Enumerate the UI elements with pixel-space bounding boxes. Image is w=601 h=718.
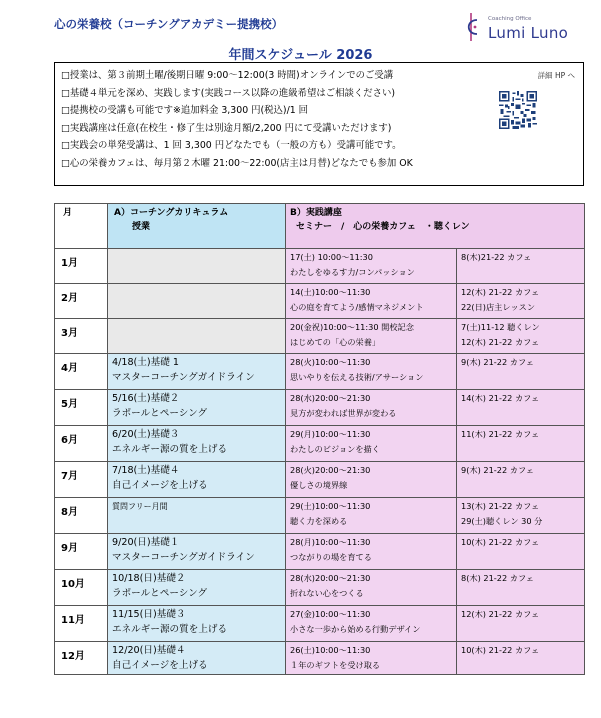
seminar-time: 28(水)20:00～21:30 <box>290 573 371 583</box>
cafe-cell <box>457 426 585 462</box>
table-row <box>55 319 585 354</box>
month-cell: 5月 <box>55 390 108 426</box>
curriculum-line-2: マスターコーチングガイドライン <box>112 372 255 383</box>
month-cell: 12月 <box>55 642 108 675</box>
cafe-cell <box>457 284 585 319</box>
cafe-line-1: 13(木) 21-22 カフェ <box>461 501 540 511</box>
header-month-label: 月 <box>63 208 73 218</box>
logo-mark-icon <box>462 12 480 42</box>
month-cell: 7月 <box>55 462 108 498</box>
table-row <box>55 498 585 534</box>
month-cell: 11月 <box>55 606 108 642</box>
curriculum-line-1: 11/15(日)基礎３ <box>112 609 186 620</box>
cafe-line-1: 7(土)11-12 聴くレン <box>461 322 540 332</box>
cafe-line-1: 9(木) 21-22 カフェ <box>461 465 534 475</box>
table-row <box>55 534 585 570</box>
curriculum-cell <box>108 498 286 534</box>
seminar-time: 28(月)10:00～11:30 <box>290 537 371 547</box>
seminar-cell <box>286 249 457 284</box>
qr-code-icon[interactable] <box>499 91 537 129</box>
notice-item: □提携校の受講も可能です※追加料金 3,300 円(税込)/1 回 <box>61 105 309 117</box>
header-practice-sub: セミナー / 心の栄養カフェ ・聴くレン <box>296 222 470 232</box>
curriculum-cell <box>108 606 286 642</box>
seminar-time: 27(金)10:00～11:30 <box>290 609 371 619</box>
seminar-cell <box>286 390 457 426</box>
seminar-time: 28(火)20:00～21:30 <box>290 465 371 475</box>
table-row <box>55 606 585 642</box>
seminar-cell <box>286 354 457 390</box>
seminar-topic: つながりの場を育てる <box>290 552 372 562</box>
seminar-time: 26(土)10:00～11:30 <box>290 645 371 655</box>
seminar-topic: 心の庭を育てよう/感情マネジメント <box>290 302 424 312</box>
curriculum-line-1: 6/20(土)基礎３ <box>112 429 180 440</box>
month-cell: 8月 <box>55 498 108 534</box>
curriculum-line-1 <box>112 319 285 320</box>
notice-box <box>54 62 584 186</box>
seminar-topic: 小さな一歩から始める行動デザイン <box>290 624 421 634</box>
seminar-time: 14(土)10:00～11:30 <box>290 287 371 297</box>
seminar-cell <box>286 570 457 606</box>
seminar-cell <box>286 462 457 498</box>
cafe-cell <box>457 354 585 390</box>
cafe-line-1: 8(木) 21-22 カフェ <box>461 573 534 583</box>
seminar-topic: わたしをゆるす力/コンパッション <box>290 267 415 277</box>
curriculum-line-2: 自己イメージを上げる <box>112 480 208 491</box>
seminar-topic: 見方が変われば世界が変わる <box>290 408 397 418</box>
cafe-cell <box>457 249 585 284</box>
school-name: 心の栄養校（コーチングアカデミー提携校） <box>54 17 284 31</box>
table-row <box>55 462 585 498</box>
cafe-line-2: 29(土)聴くレン 30 分 <box>461 516 543 526</box>
cafe-cell <box>457 642 585 675</box>
seminar-cell <box>286 498 457 534</box>
curriculum-cell <box>108 534 286 570</box>
curriculum-line-2: ラポールとペーシング <box>112 588 208 599</box>
cafe-cell <box>457 319 585 354</box>
cafe-line-1: 12(木) 21-22 カフェ <box>461 287 540 297</box>
curriculum-line-1: 12/20(日)基礎４ <box>112 645 186 656</box>
seminar-topic: わたしのビジョンを描く <box>290 444 380 454</box>
seminar-time: 28(火)10:00～11:30 <box>290 357 371 367</box>
curriculum-line-1: 質問フリー月間 <box>112 502 168 511</box>
cafe-cell <box>457 534 585 570</box>
header-practice <box>286 204 585 249</box>
notice-item: □授業は、第３前期土曜/後期日曜 9:00～12:00(3 時間)オンラインでのご受講 <box>61 70 394 81</box>
seminar-topic: はじめての「心の栄養」 <box>290 337 381 347</box>
curriculum-line-2: ラポールとペーシング <box>112 408 208 419</box>
detail-hp-link[interactable]: 詳細 HP へ <box>537 71 575 80</box>
curriculum-cell <box>108 319 286 354</box>
seminar-cell <box>286 534 457 570</box>
cafe-line-1: 10(木) 21-22 カフェ <box>461 645 540 655</box>
table-row <box>55 642 585 675</box>
cafe-cell <box>457 606 585 642</box>
curriculum-cell <box>108 642 286 675</box>
month-cell: 3月 <box>55 319 108 354</box>
notice-item: □基礎４単元を深め、実践します(実践コース以降の進級希望はご相談ください) <box>61 87 396 99</box>
month-cell: 2月 <box>55 284 108 319</box>
cafe-line-1: 9(木) 21-22 カフェ <box>461 357 534 367</box>
cafe-line-1: 14(木) 21-22 カフェ <box>461 393 540 403</box>
notice-item: □実践会の単発受講は、1 回 3,300 円どなたでも（一般の方も）受講可能です。 <box>61 140 402 152</box>
table-row <box>55 354 585 390</box>
month-cell: 4月 <box>55 354 108 390</box>
seminar-cell <box>286 426 457 462</box>
curriculum-line-2: 自己イメージを上げる <box>112 660 208 671</box>
header-curriculum <box>108 204 286 249</box>
table-row <box>55 426 585 462</box>
cafe-line-1: 12(木) 21-22 カフェ <box>461 609 540 619</box>
curriculum-line-1 <box>112 249 285 250</box>
curriculum-line-1 <box>112 284 285 285</box>
seminar-cell <box>286 606 457 642</box>
table-row <box>55 390 585 426</box>
table-header-row <box>55 204 585 249</box>
cafe-line-1: 10(木) 21-22 カフェ <box>461 537 540 547</box>
logo-subtitle: Coaching Office <box>488 16 532 22</box>
notice-item: □心の栄養カフェは、毎月第２木曜 21:00～22:00(店主は月替)どなたでも参加 OK <box>61 157 413 169</box>
month-cell: 1月 <box>55 249 108 284</box>
cafe-line-1: 8(木)21-22 カフェ <box>461 252 532 262</box>
curriculum-cell <box>108 390 286 426</box>
seminar-time: 17(土) 10:00～11:30 <box>290 252 373 262</box>
logo-name: Lumi Luno <box>488 24 569 42</box>
curriculum-line-1: 7/18(土)基礎４ <box>112 465 180 476</box>
cafe-cell <box>457 570 585 606</box>
curriculum-line-2: エネルギー源の質を上げる <box>112 624 228 635</box>
month-cell: 9月 <box>55 534 108 570</box>
seminar-time: 20(金祝)10:00～11:30 開校記念 <box>290 322 414 332</box>
header-month <box>55 204 108 249</box>
seminar-topic: 優しさの境界線 <box>290 480 348 490</box>
cafe-line-2: 12(木) 21-22 カフェ <box>461 337 540 347</box>
table-row <box>55 249 585 284</box>
month-cell: 10月 <box>55 570 108 606</box>
seminar-topic: 思いやりを伝える技術/アサーション <box>290 372 424 382</box>
seminar-time: 28(水)20:00～21:30 <box>290 393 371 403</box>
cafe-cell <box>457 498 585 534</box>
seminar-topic: １年のギフトを受け取る <box>290 660 381 670</box>
cafe-line-2: 22(日)店主レッスン <box>461 302 536 312</box>
curriculum-cell <box>108 570 286 606</box>
curriculum-cell <box>108 426 286 462</box>
schedule-table <box>54 203 585 675</box>
page-title: 年間スケジュール 2026 <box>228 48 373 63</box>
month-cell: 6月 <box>55 426 108 462</box>
seminar-time: 29(土)10:00～11:30 <box>290 501 371 511</box>
cafe-cell <box>457 462 585 498</box>
curriculum-line-1: 5/16(土)基礎２ <box>112 393 180 404</box>
header-curriculum-title: A）コーチングカリキュラム <box>114 208 229 218</box>
curriculum-line-1: 4/18(土)基礎 1 <box>112 357 179 368</box>
seminar-cell <box>286 642 457 675</box>
header-curriculum-sub: 授業 <box>132 222 151 232</box>
seminar-time: 29(月)10:00～11:30 <box>290 429 371 439</box>
curriculum-line-2: エネルギー源の質を上げる <box>112 444 228 455</box>
curriculum-cell <box>108 249 286 284</box>
curriculum-line-1: 9/20(日)基礎１ <box>112 537 180 548</box>
cafe-cell <box>457 390 585 426</box>
curriculum-cell <box>108 462 286 498</box>
seminar-cell <box>286 284 457 319</box>
cafe-line-1: 11(木) 21-22 カフェ <box>461 429 540 439</box>
header-practice-title: B）実践講座 <box>290 208 342 218</box>
seminar-topic: 聴く力を深める <box>290 516 348 526</box>
curriculum-line-2: マスターコーチングガイドライン <box>112 552 255 563</box>
curriculum-cell <box>108 354 286 390</box>
table-row <box>55 570 585 606</box>
curriculum-cell <box>108 284 286 319</box>
curriculum-line-1: 10/18(日)基礎２ <box>112 573 186 584</box>
seminar-topic: 折れない心をつくる <box>290 588 364 598</box>
seminar-cell <box>286 319 457 354</box>
table-row <box>55 284 585 319</box>
notice-item: □実践講座は任意(在校生・修了生は別途月額/2,200 円にて受講いただけます) <box>61 122 392 134</box>
